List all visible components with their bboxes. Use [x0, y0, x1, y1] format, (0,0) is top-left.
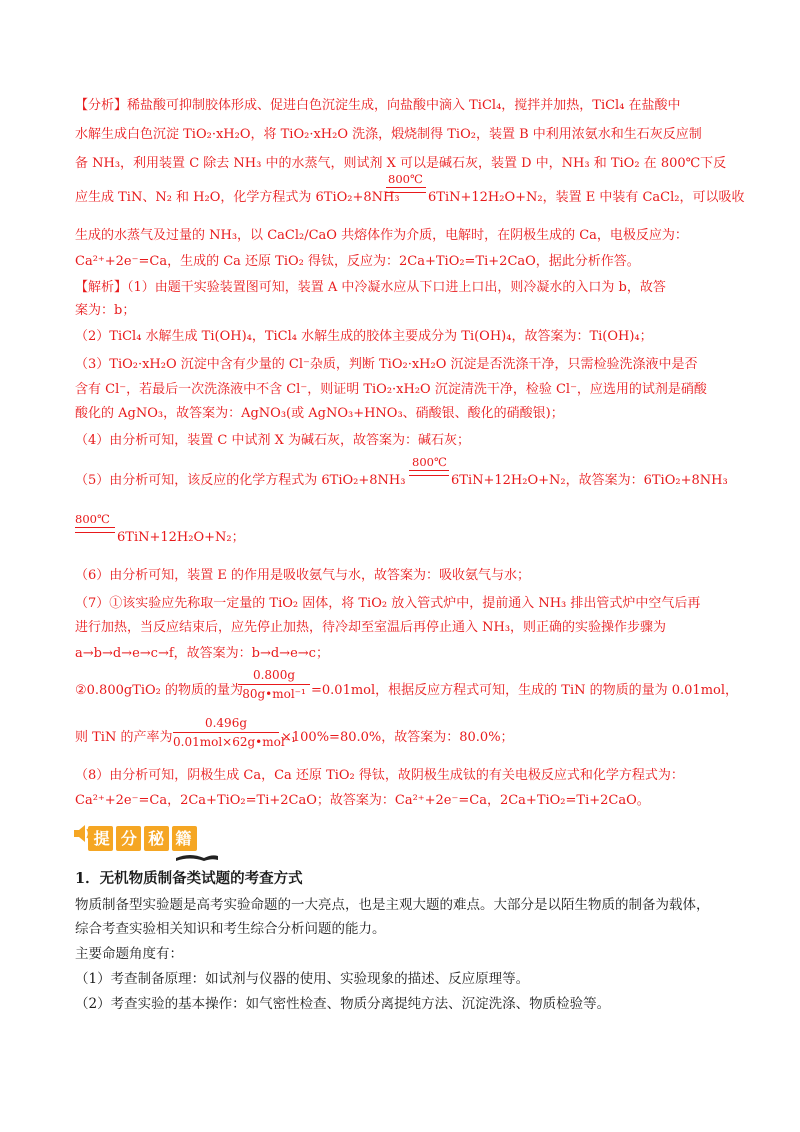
solution-line-4: （3）TiO₂·xH₂O 沉淀中含有少量的 Cl⁻杂质，判断 TiO₂·xH₂O 沉淀是否洗涤干净，只需检验洗涤液中是否 [75, 357, 698, 372]
analysis-line-1: 【分析】稀盐酸可抑制胶体形成、促进白色沉淀生成，向盐酸中滴入 TiCl₄，搅拌并加热，TiCl₄ 在盐酸中 [75, 98, 681, 113]
solution-line-5: 含有 Cl⁻，若最后一次洗涤液中不含 Cl⁻，则证明 TiO₂·xH₂O 沉淀清洗干净，检验 Cl⁻，应选用的试剂是硝酸 [75, 382, 707, 397]
tips-para1-line2: 综合考查实验相关知识和考生综合分析问题的能力。 [75, 921, 386, 937]
fraction-yield [173, 716, 296, 749]
fraction-bar [238, 684, 310, 685]
solution-line-11: （7）①该实验应先称取一定量的 TiO₂ 固体，将 TiO₂ 放入管式炉中，提前通入 NH₃ 排出管式炉中空气后再 [75, 596, 701, 611]
solution-line-6: 酸化的 AgNO₃，故答案为：AgNO₃(或 AgNO₃+HNO₃、硝酸银、酸化的硝酸银)； [75, 406, 564, 421]
fraction-numerator: 0.496g [204, 716, 248, 730]
solution-line-14a: ②0.800gTiO₂ 的物质的量为 [75, 683, 244, 698]
tips-item-2: （2）考查实验的基本操作：如气密性检查、物质分离提纯方法、沉淀洗涤、物质检验等。 [75, 996, 611, 1012]
solution-line-8b: 6TiN+12H₂O+N₂，故答案为：6TiO₂+8NH₃ [451, 473, 728, 488]
solution-line-8a: （5）由分析可知，该反应的化学方程式为 6TiO₂+8NH₃ [75, 473, 406, 488]
tips-item-1: （1）考查制备原理：如试剂与仪器的使用、实验现象的描述、反应原理等。 [75, 971, 530, 987]
tips-para2: 主要命题角度有： [75, 946, 183, 962]
analysis-line-6: Ca²⁺+2e⁻=Ca，生成的 Ca 还原 TiO₂ 得钛，反应为：2Ca+TiO₂=Ti+2CaO，据此分析作答。 [75, 254, 640, 269]
solution-line-3: （2）TiCl₄ 水解生成 Ti(OH)₄，TiCl₄ 水解生成的胶体主要成分为 Ti(OH)₄，故答案为：Ti(OH)₄； [75, 329, 653, 344]
solution-line-2: 案为：b； [75, 303, 136, 318]
reaction-arrow-equals [75, 527, 115, 533]
fraction-denominator: 0.01mol×62g•mol⁻¹ [173, 735, 296, 749]
reaction-arrow-equals [409, 470, 449, 476]
solution-line-13: a→b→d→e→c→f，故答案为：b→d→e→c； [75, 646, 329, 661]
solution-line-16: （8）由分析可知，阴极生成 Ca，Ca 还原 TiO₂ 得钛，故阴极生成钛的有关电极反应式和化学方程式为： [75, 768, 684, 783]
fraction-moles [238, 668, 310, 701]
solution-line-14b: =0.01mol，根据反应方程式可知，生成的 TiN 的物质的量为 0.01mol， [311, 683, 739, 698]
speaker-icon [74, 825, 89, 842]
analysis-line-3: 备 NH₃，利用装置 C 除去 NH₃ 中的水蒸气，则试剂 X 可以是碱石灰，装置 D 中，NH₃ 和 TiO₂ 在 800℃下反 [75, 156, 727, 171]
book-icon [176, 855, 218, 861]
banner-char: 提 [93, 829, 110, 848]
fraction-denominator: 80g•mol⁻¹ [242, 687, 306, 701]
banner-char: 分 [120, 829, 137, 848]
tips-para1-line1: 物质制备型实验题是高考实验命题的一大亮点，也是主观大题的难点。大部分是以陌生物质的制备为载体， [75, 897, 710, 913]
reaction-condition: 800℃ [388, 172, 423, 186]
analysis-line-4a: 应生成 TiN、N₂ 和 H₂O，化学方程式为 6TiO₂+8NH₃ [75, 190, 400, 205]
tips-banner [72, 822, 222, 862]
reaction-condition: 800℃ [75, 512, 110, 526]
banner-char: 秘 [148, 829, 165, 848]
solution-line-15a: 则 TiN 的产率为 [75, 730, 173, 745]
analysis-line-5: 生成的水蒸气及过量的 NH₃，以 CaCl₂/CaO 共熔体作为介质，电解时，在阴极生成的 Ca，电极反应为： [75, 228, 688, 243]
fraction-numerator: 0.800g [252, 668, 296, 682]
solution-line-17: Ca²⁺+2e⁻=Ca，2Ca+TiO₂=Ti+2CaO；故答案为：Ca²⁺+2e⁻=Ca，2Ca+TiO₂=Ti+2CaO。 [75, 793, 650, 808]
solution-line-9b: 6TiN+12H₂O+N₂； [117, 530, 245, 545]
banner-char: 籍 [175, 829, 192, 848]
solution-line-15b: ×100%=80.0%，故答案为：80.0%； [281, 730, 514, 745]
solution-line-7: （4）由分析可知，装置 C 中试剂 X 为碱石灰，故答案为：碱石灰； [75, 433, 471, 448]
solution-line-1: 【解析】（1）由题干实验装置图可知，装置 A 中冷凝水应从下口进上口出，则冷凝水的入口为 b，故答 [75, 280, 666, 295]
analysis-line-4b: 6TiN+12H₂O+N₂，装置 E 中装有 CaCl₂，可以吸收 [428, 190, 745, 205]
reaction-condition: 800℃ [412, 455, 447, 469]
reaction-arrow-equals [386, 187, 426, 193]
analysis-line-2: 水解生成白色沉淀 TiO₂·xH₂O，将 TiO₂·xH₂O 洗涤，煅烧制得 TiO₂，装置 B 中利用浓氨水和生石灰反应制 [75, 127, 702, 142]
solution-line-12: 进行加热，当反应结束后，应先停止加热，待冷却至室温后再停止通入 NH₃，则正确的实验操作步骤为 [75, 620, 667, 635]
fraction-bar [173, 732, 279, 733]
section-heading: 1．无机物质制备类试题的考查方式 [75, 870, 303, 887]
solution-line-10: （6）由分析可知，装置 E 的作用是吸收氨气与水，故答案为：吸收氨气与水； [75, 568, 531, 583]
